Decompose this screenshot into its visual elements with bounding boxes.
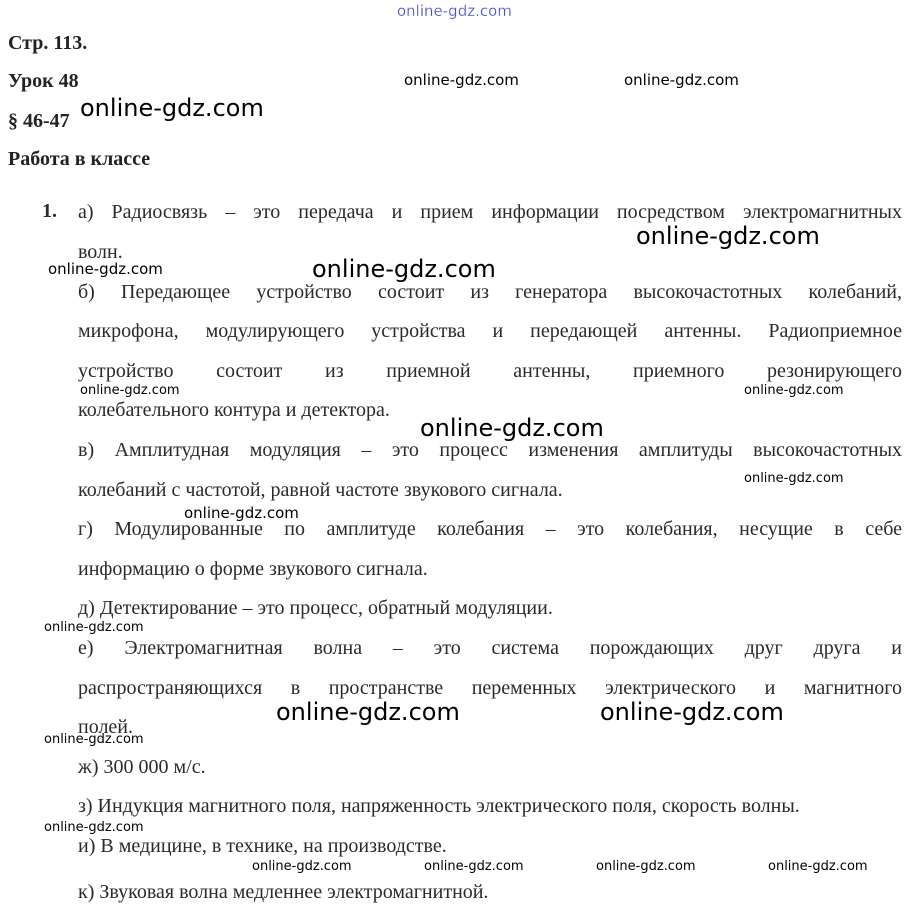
answer-g-line-2: информацию о форме звукового сигнала.	[78, 558, 428, 580]
watermark: online-gdz.com	[636, 222, 820, 250]
watermark: online-gdz.com	[624, 71, 739, 89]
task-number: 1.	[42, 200, 57, 222]
answer-b-line-2: микрофона, модулирующего устройства и передающей антенны. Радиоприемное	[78, 320, 902, 342]
watermark: online-gdz.com	[312, 255, 496, 283]
answer-i-line-1: и) В медицине, в технике, на производстве.	[78, 835, 447, 857]
answer-v-line-1: в) Амплитудная модуляция – это процесс изменения амплитуды высокочастотных	[78, 439, 902, 461]
watermark: online-gdz.com	[48, 260, 163, 278]
watermark: online-gdz.com	[44, 732, 144, 747]
paragraph-ref: § 46-47	[8, 110, 70, 132]
page-number: Стр. 113.	[8, 32, 88, 54]
watermark: online-gdz.com	[404, 71, 519, 89]
watermark: online-gdz.com	[397, 2, 512, 20]
answer-k-line-1: к) Звуковая волна медленнее электромагнитной.	[78, 881, 489, 903]
watermark: online-gdz.com	[744, 383, 844, 398]
answer-e-line-1: е) Электромагнитная волна – это система порождающих друг друга и	[78, 637, 902, 659]
watermark: online-gdz.com	[596, 859, 696, 874]
answer-zh-line-1: ж) 300 000 м/с.	[78, 756, 206, 778]
answer-e-line-3: полей.	[78, 716, 133, 738]
watermark: online-gdz.com	[252, 859, 352, 874]
watermark: online-gdz.com	[80, 94, 264, 122]
lesson-title: Урок 48	[8, 70, 79, 92]
answer-e-line-2: распространяющихся в пространстве переменных электрического и магнитного	[78, 677, 902, 699]
answer-z-line-1: з) Индукция магнитного поля, напряженность электрического поля, скорость волны.	[78, 795, 800, 817]
watermark: online-gdz.com	[744, 471, 844, 486]
answer-a-line-2: волн.	[78, 241, 123, 263]
answer-v-line-2: колебаний с частотой, равной частоте звукового сигнала.	[78, 479, 563, 501]
watermark: online-gdz.com	[44, 820, 144, 835]
answer-g-line-1: г) Модулированные по амплитуде колебания – это колебания, несущие в себе	[78, 518, 902, 540]
answer-d-line-1: д) Детектирование – это процесс, обратный модуляции.	[78, 597, 553, 619]
watermark: online-gdz.com	[768, 859, 868, 874]
answer-b-line-1: б) Передающее устройство состоит из генератора высокочастотных колебаний,	[78, 281, 902, 303]
watermark: online-gdz.com	[276, 698, 460, 726]
watermark: online-gdz.com	[44, 620, 144, 635]
watermark: online-gdz.com	[184, 504, 299, 522]
watermark: online-gdz.com	[424, 859, 524, 874]
answer-a-line-1: а) Радиосвязь – это передача и прием информации посредством электромагнитных	[78, 201, 902, 223]
section-title: Работа в классе	[8, 148, 151, 170]
watermark: online-gdz.com	[420, 414, 604, 442]
answer-b-line-4: колебательного контура и детектора.	[78, 399, 390, 421]
watermark: online-gdz.com	[600, 698, 784, 726]
watermark: online-gdz.com	[80, 383, 180, 398]
answer-b-line-3: устройство состоит из приемной антенны, приемного резонирующего	[78, 360, 902, 382]
